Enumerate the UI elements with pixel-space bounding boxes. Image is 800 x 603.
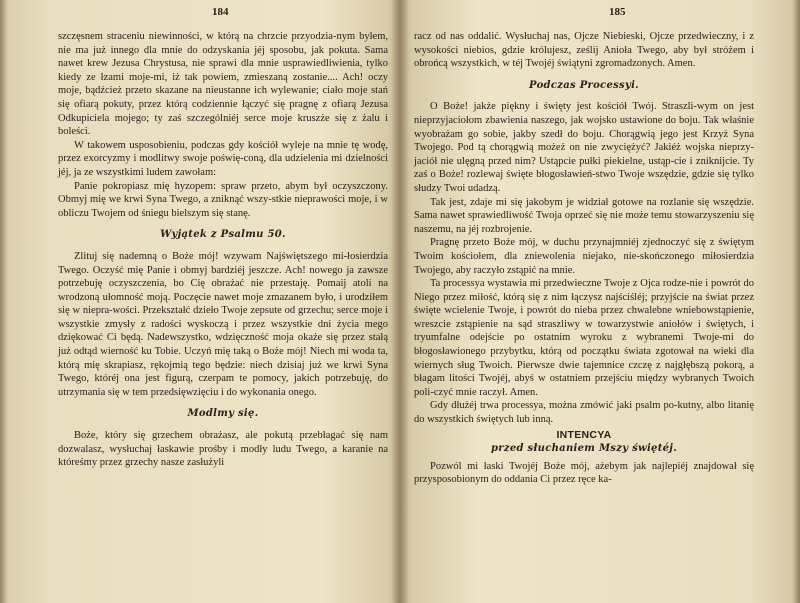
page-number-left: 184 <box>212 6 229 18</box>
paragraph: O Boże! jakże piękny i święty jest kościół Twój. Straszli-wym on jest nieprzyjaciołom zbawienia naszego, jak wojsko ustawione do boju. Tak właśnie wyobrażam go sobie, jakby szedł do boju. Chorągwią jego jest Krzyż Syna Twojego. Pod tą chorągwią możeż on nie zwyciężyć? Jakiéż wojska nieprzy-jaciół nie ulęgną przed nim? Ustąpcie pułki piekielne, ustąp-cie i zniknijcie. Ty zaś o Boże! rozlewaj święte błogosławień-stwo Twoje wszędzie, gdzie się tylko słudzy Twoi udadzą. <box>414 101 754 194</box>
right-page <box>402 0 800 603</box>
section-heading: Modlmy się. <box>187 408 259 420</box>
paragraph: Panie pokropiasz mię hyzopem: spraw przeto, abym był oczyszczony. Obmyj mię we krwi Syna Twego, a zniknąć wszy-stkie nieprawości moje, i w obliczu Twojem od śniegu bielszym się stanę. <box>58 180 388 219</box>
left-page-text <box>58 30 388 470</box>
page-number-right: 185 <box>609 6 626 18</box>
paragraph: szczęsnem straceniu niewinności, w którą na chrzcie przyodzia-nym byłem, nie ma już innego dla mnie do odzyskania jéj sposobu, jak pokuta. Sama nawet krew Jezusa Chrystusa, nie sprawi dla mnie usprawiedliwienia, tylko kiedy ze łzami moje-mi, iż tak powiem, zmieszaną zostanie.... Ach! oczy moje, bądźcież przeto skazane na nieustanne ich wylewanie; ciało moje stań się ofiarą pokuty, przez którą codziennie łączyć się pragnę z ofiarą Jezusa Odkupiciela mojego; ty zaś szczególniéj serce moje kruszże się z żalu i boleści. <box>58 31 388 138</box>
section-subheading: przed słuchaniem Mszy świętéj. <box>490 443 677 455</box>
left-page <box>0 0 398 603</box>
paragraph: W takowem usposobieniu, podczas gdy kościół wyleje na mnie tę wodę, przez exorcyzmy i modlitwy swoje poświę-coną, dla udzielenia mi dzielności jéj, ja ze wszystkimi ludem zawołam: <box>58 139 388 178</box>
paragraph: Boże, który się grzechem obrażasz, ale pokutą przebłagać się nam dozwalasz, wysłuchaj łaskawie prośby i modły ludu Twego, a karanie na któreśmy przez grzechy nasze zasłużyli <box>58 430 388 469</box>
section-heading: Podczas Processyi. <box>529 79 639 91</box>
paragraph: Pragnę przeto Boże mój, w duchu przynajmniéj zjednoczyć się z świętym Twoim kościołem, dla zniewolenia niejako, nie-skończonego miłosierdzia Twojego, aby raczyło zstąpić na mnie. <box>414 237 754 276</box>
paragraph: Gdy dłużéj trwa processya, można zmówić jaki psalm po-kutny, albo litanię do wszystkich świętych lub inną. <box>414 400 754 426</box>
section-heading: Wyjątek z Psalmu 50. <box>160 229 286 241</box>
section-heading-intencya: INTENCYA <box>556 428 612 441</box>
paragraph: Tak jest, zdaje mi się jakobym je widział gotowe na rozlanie się wszędzie. Sama nawet sprawiedliwość Twoja oprzeć się nie może temu stowarzyszeniu się naszemu, na jéj rozbrojenie. <box>414 196 754 235</box>
paragraph: Ta processya wystawia mi przedwieczne Twoje z Ojca rodze-nie i powrót do Niego przez miłość, którą się z nim łączysz najściśléj; przyjście na świat przez święte wcielenie Twoje, i powrót do nieba przez chwalebne wniebowstąpienie, wreszcie zstąpienie na sąd straszliwy w towarzystwie aniołów i świętych, i tryumfalne odejście po ostatnim wyroku z wybranemi Twoje-mi do błogosławionego przybytku, którą od początku świata zgotował na wieki dla wiernych sług Twoich. Pierwsze dwie tajemnice czczę z najgłębszą pokorą, a błagam litości Twojéj, abyś w ostatniem przejściu między wybranych Twoich poli-czyć mnie raczył. Amen. <box>414 278 754 398</box>
paragraph: Pozwól mi łaski Twojéj Boże mój, ażebym jak najlepiéj znajdował się przysposobionym do oddania Ci przez ręce ka- <box>414 460 754 486</box>
paragraph: racz od nas oddalić. Wysłuchaj nas, Ojcze Niebieski, Ojcze przedwieczny, i z wysokości niebios, gdzie królujesz, ześlij Anioła Twego, aby był stróżem i obrońcą wszystkich, w téj Twojéj świątyni zgromadzonych. Amen. <box>414 31 754 70</box>
right-page-text <box>414 30 754 487</box>
paragraph: Zlituj się nademną o Boże mój! wzywam Najświętszego mi-łosierdzia Twego. Oczyść mię Panie i obmyj bardziéj jeszcze. Ach! nowego ja zawsze potrzebuję oczyszczenia, bo Cię obrażać nie przestaję. Pomaij atoli na wrodzoną ułomność moją. Poczęcie nawet moje zmazanem było, i urodziłem się w niepra-wości. Przekształć dzieło Twoje zepsute od grzechu; serce moje i wszystkie zmysły z radości wyskoczą i przez wszystkie dni życia mego dziękować Ci będą. Nadewszystko, wdzięczność moja okaże się przez stałą już odtąd wierność ku Tobie. Uczyń mię taką o Boże mój! Niech mi woda ta, którą mię skrapiasz, rękojmią tego będzie: niech dzisiaj już we krwi Syna Twego, któréj ona jest figurą, czerpam te pomocy, jakich potrzebuję, do utrzymania się w tem przedsięwzięciu i do wykonania onego. <box>58 250 388 398</box>
